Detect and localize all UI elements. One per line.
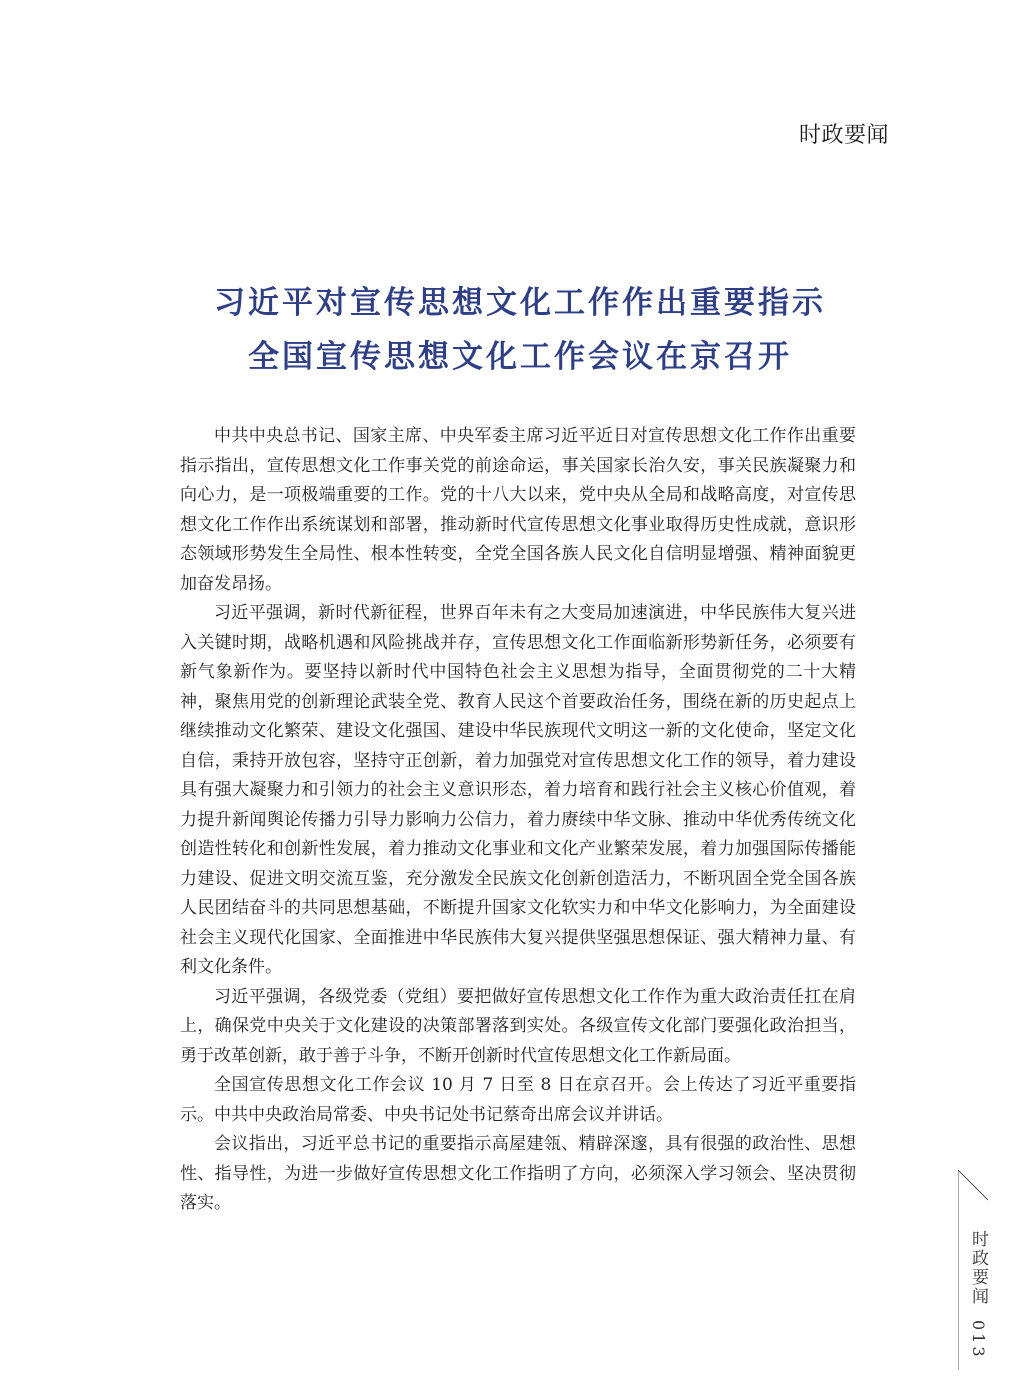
section-label: 时政要闻 — [798, 123, 889, 148]
paragraph-1: 中共中央总书记、国家主席、中央军委主席习近平近日对宣传思想文化工作作出重要指示指出，宣传思想文化工作事关党的前途命运，事关国家长治久安，事关民族凝聚力和向心力，是一项极端重要的工作。党的十八大以来，党中央从全局和战略高度，对宣传思想文化工作作出系统谋划和部署，推动新时代宣传思想文化事业取得历史性成就，意识形态领域形势发生全局性、根本性转变，全党全国各族人民文化自信明显增强、精神面貌更加奋发昂扬。 — [180, 426, 856, 594]
article-title — [120, 276, 920, 384]
title-line-2: 全国宣传思想文化工作会议在京召开 — [248, 339, 792, 375]
paragraph-2: 习近平强调，新时代新征程，世界百年未有之大变局加速演进，中华民族伟大复兴进入关键时期，战略机遇和风险挑战并存，宣传思想文化工作面临新形势新任务，必须要有新气象新作为。要坚持以新时代中国特色社会主义思想为指导，全面贯彻党的二十大精神，聚焦用党的创新理论武装全党、教育人民这个首要政治任务，围绕在新的历史起点上继续推动文化繁荣、建设文化强国、建设中华民族现代文明这一新的文化使命，坚定文化自信，秉持开放包容，坚持守正创新，着力加强党对宣传思想文化工作的领导，着力建设具有强大凝聚力和引领力的社会主义意识形态，着力培育和践行社会主义核心价值观，着力提升新闻舆论传播力引导力影响力公信力，着力赓续中华文脉、推动中华优秀传统文化创造性转化和创新性发展，着力推动文化事业和文化产业繁荣发展，着力加强国际传播能力建设、促进文明交流互鉴，充分激发全民族文化创新创造活力，不断巩固全党全国各族人民团结奋斗的共同思想基础，不断提升国家文化软实力和中华文化影响力，为全面建设社会主义现代化国家、全面推进中华民族伟大复兴提供坚强思想保证、强大精神力量、有利文化条件。 — [180, 603, 856, 977]
page-number: 013 — [969, 1320, 988, 1360]
article-body — [180, 422, 856, 1219]
paragraph-5: 会议指出，习近平总书记的重要指示高屋建瓴、精辟深邃，具有很强的政治性、思想性、指导性，为进一步做好宣传思想文化工作指明了方向，必须深入学习领会、坚决贯彻落实。 — [180, 1134, 856, 1213]
paragraph-4: 全国宣传思想文化工作会议 10 月 7 日至 8 日在京召开。会上传达了习近平重要指示。中共中央政治局常委、中央书记处书记蔡奇出席会议并讲话。 — [180, 1075, 856, 1125]
side-tab-label: 时政要闻 — [968, 1230, 988, 1306]
side-tab — [958, 1170, 988, 1370]
paragraph-3: 习近平强调，各级党委（党组）要把做好宣传思想文化工作作为重大政治责任扛在肩上，确保党中央关于文化建设的决策部署落到实处。各级宣传文化部门要强化政治担当，勇于改革创新，敢于善于斗争，不断开创新时代宣传思想文化工作新局面。 — [180, 986, 856, 1066]
title-line-1: 习近平对宣传思想文化工作作出重要指示 — [214, 285, 826, 321]
